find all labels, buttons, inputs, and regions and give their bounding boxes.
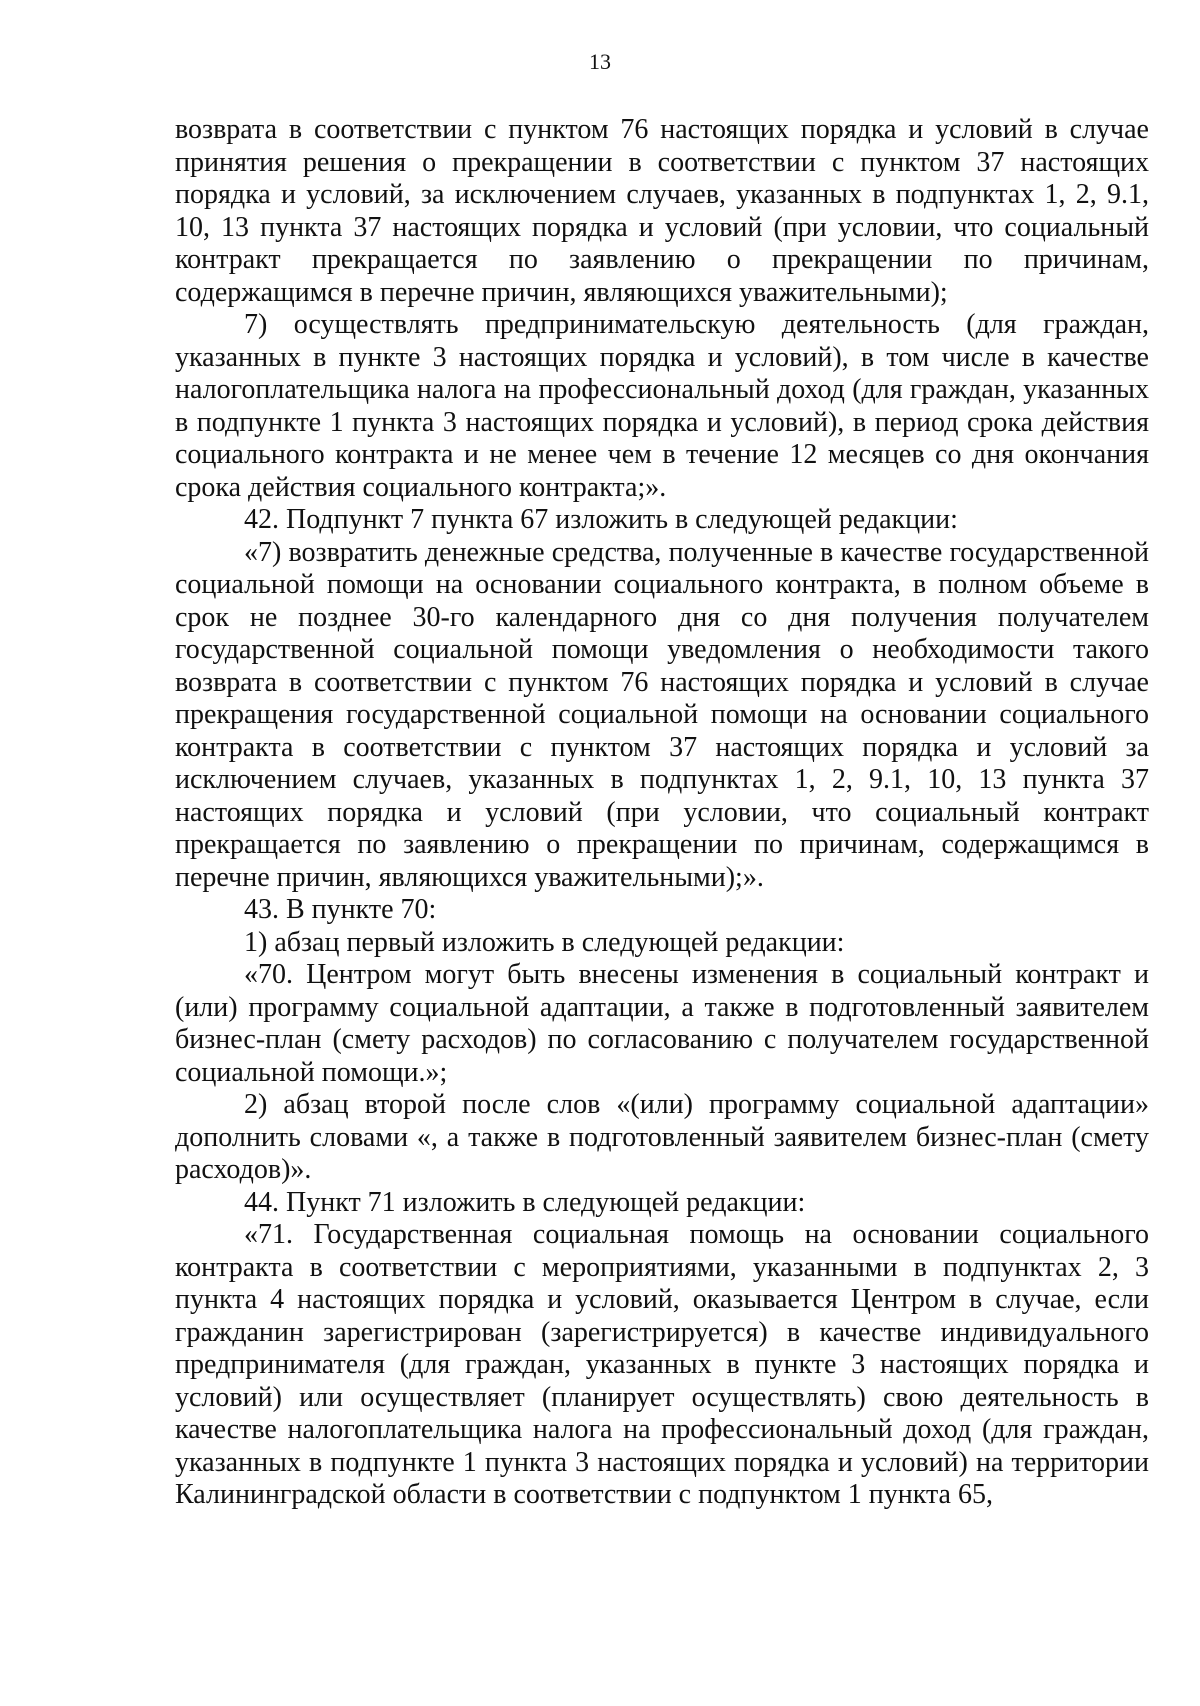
document-body (175, 114, 1149, 1512)
paragraph-clause-44: 44. Пункт 71 изложить в следующей редакции: (244, 1186, 806, 1218)
paragraph-item-7: 7) осуществлять предпринимательскую деятельность (для граждан, указанных в пункте 3 настоящих порядка и условий), в том числе в качестве налогоплательщика налога на профессиональный доход (для граждан, указанных в подпункте 1 пункта 3 настоящих порядка и условий), в период срока действия социального контракта и не менее чем в течение 12 месяцев со дня окончания срока действия социального контракта;». (175, 309, 1149, 503)
page-number: 13 (589, 49, 611, 74)
paragraph-clause-43-item-2: 2) абзац второй после слов «(или) программу социальной адаптации» дополнить словами «, а также в подготовленный заявителем бизнес-план (смету расходов)». (175, 1089, 1149, 1185)
paragraph-clause-43: 43. В пункте 70: (244, 894, 437, 925)
paragraph-clause-42-text: «7) возвратить денежные средства, полученные в качестве государственной социальной помощи на основании социального контракта, в полном объеме в срок не позднее 30-го календарного дня со дня получения получателем государственной социальной помощи уведомления о необходимости такого возврата в соответствии с пунктом 76 настоящих порядка и условий в случае прекращения государственной социальной помощи на основании социального контракта в соответствии с пунктом 37 настоящих порядка и условий за исключением случаев, указанных в подпунктах 1, 2, 9.1, 10, 13 пункта 37 настоящих порядка и условий (при условии, что социальный контракт прекращается по заявлению о прекращении по причинам, содержащимся в перечне причин, являющихся уважительными);». (175, 536, 1149, 893)
paragraph-clause-43-item-1: 1) абзац первый изложить в следующей редакции: (244, 926, 845, 958)
paragraph-clause-44-text: «71. Государственная социальная помощь на основании социального контракта в соответствии с мероприятиями, указанными в подпунктах 2, 3 пункта 4 настоящих порядка и условий, оказывается Центром в случае, если гражданин зарегистрирован (зарегистрируется) в качестве индивидуального предпринимателя (для граждан, указанных в пункте 3 настоящих порядка и условий) или осуществляет (планирует осуществлять) свою деятельность в качестве налогоплательщика налога на профессиональный доход (для граждан, указанных в подпункте 1 пункта 3 настоящих порядка и условий) на территории Калининградской области в соответствии с подпунктом 1 пункта 65, (175, 1219, 1149, 1510)
paragraph-clause-43-item-1-text: «70. Центром могут быть внесены изменения в социальный контракт и (или) программу социальной адаптации, а также в подготовленный заявителем бизнес-план (смету расходов) по согласованию с получателем государственной социальной помощи.»; (175, 959, 1149, 1088)
paragraph-continuation: возврата в соответствии с пунктом 76 настоящих порядка и условий в случае принятия решения о прекращении в соответствии с пунктом 37 настоящих порядка и условий, за исключением случаев, указанных в подпунктах 1, 2, 9.1, 10, 13 пункта 37 настоящих порядка и условий (при условии, что социальный контракт прекращается по заявлению о прекращении по причинам, содержащимся в перечне причин, являющихся уважительными); (175, 114, 1149, 308)
paragraph-clause-42: 42. Подпункт 7 пункта 67 изложить в следующей редакции: (244, 504, 958, 535)
